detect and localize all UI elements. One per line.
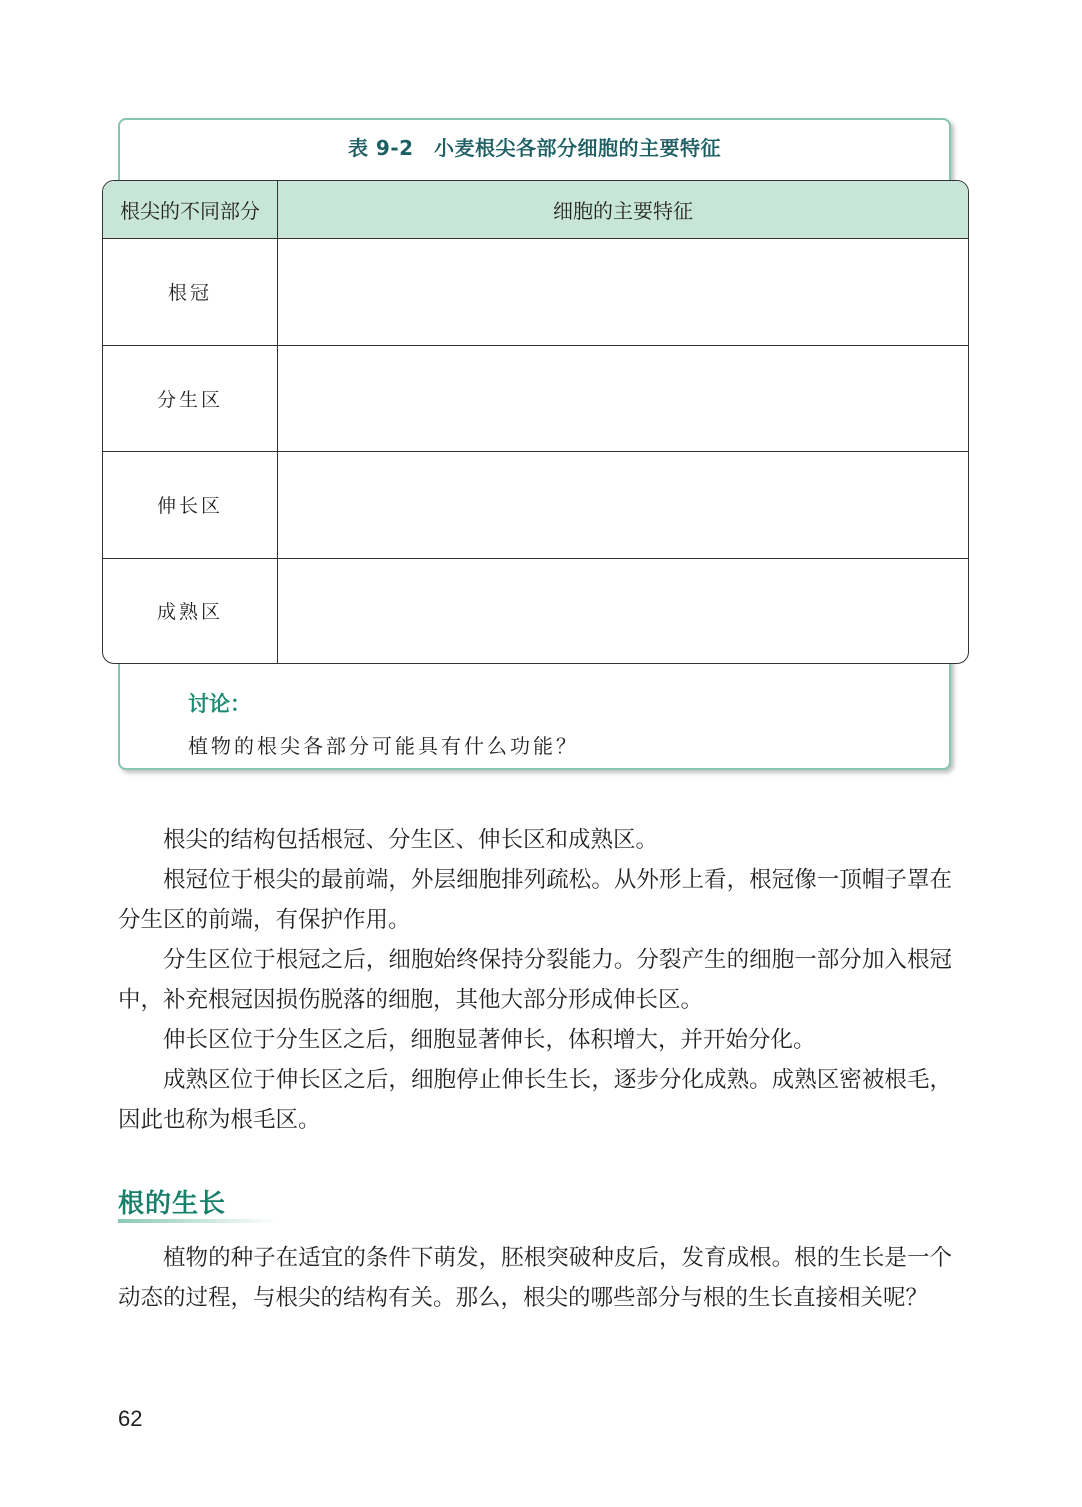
row-feature-cell (278, 452, 969, 559)
row-part-cell: 伸长区 (103, 452, 278, 559)
paragraph: 分生区位于根冠之后，细胞始终保持分裂能力。分裂产生的细胞一部分加入根冠中，补充根冠因损伤脱落的细胞，其他大部分形成伸长区。 (118, 947, 952, 1013)
row-part-cell: 根冠 (103, 239, 278, 346)
row-feature-cell (278, 558, 969, 663)
header-part: 根尖的不同部分 (103, 181, 278, 239)
paragraph: 植物的种子在适宜的条件下萌发，胚根突破种皮后，发育成根。根的生长是一个动态的过程，与根尖的结构有关。那么，根尖的哪些部分与根的生长直接相关呢？ (118, 1245, 952, 1311)
discussion-question: 植物的根尖各部分可能具有什么功能？ (188, 734, 579, 758)
table-caption: 表 9-2 小麦根尖各部分细胞的主要特征 (347, 136, 722, 160)
row-feature-cell (278, 345, 969, 452)
header-feature: 细胞的主要特征 (278, 181, 969, 239)
row-part-cell: 成熟区 (103, 558, 278, 663)
table-row (103, 345, 968, 452)
table-header-row (103, 181, 968, 239)
section-title: 根的生长 (118, 1189, 227, 1219)
table-row (103, 239, 968, 346)
table-row (103, 558, 968, 663)
paragraph: 成熟区位于伸长区之后，细胞停止伸长生长，逐步分化成熟。成熟区密被根毛，因此也称为根毛区。 (118, 1067, 952, 1133)
table-row (103, 452, 968, 559)
paragraph: 根尖的结构包括根冠、分生区、伸长区和成熟区。 (163, 827, 659, 853)
row-feature-cell (278, 239, 969, 346)
paragraph: 伸长区位于分生区之后，细胞显著伸长，体积增大，并开始分化。 (163, 1027, 816, 1053)
page-number: 62 (118, 1406, 143, 1431)
body-text (118, 820, 952, 1140)
feature-table (102, 180, 969, 664)
row-part-cell: 分生区 (103, 345, 278, 452)
section-body (118, 1238, 952, 1318)
section-underline (118, 1219, 278, 1223)
discussion-title: 讨论： (188, 692, 251, 716)
paragraph: 根冠位于根尖的最前端，外层细胞排列疏松。从外形上看，根冠像一顶帽子罩在分生区的前端，有保护作用。 (118, 867, 952, 933)
